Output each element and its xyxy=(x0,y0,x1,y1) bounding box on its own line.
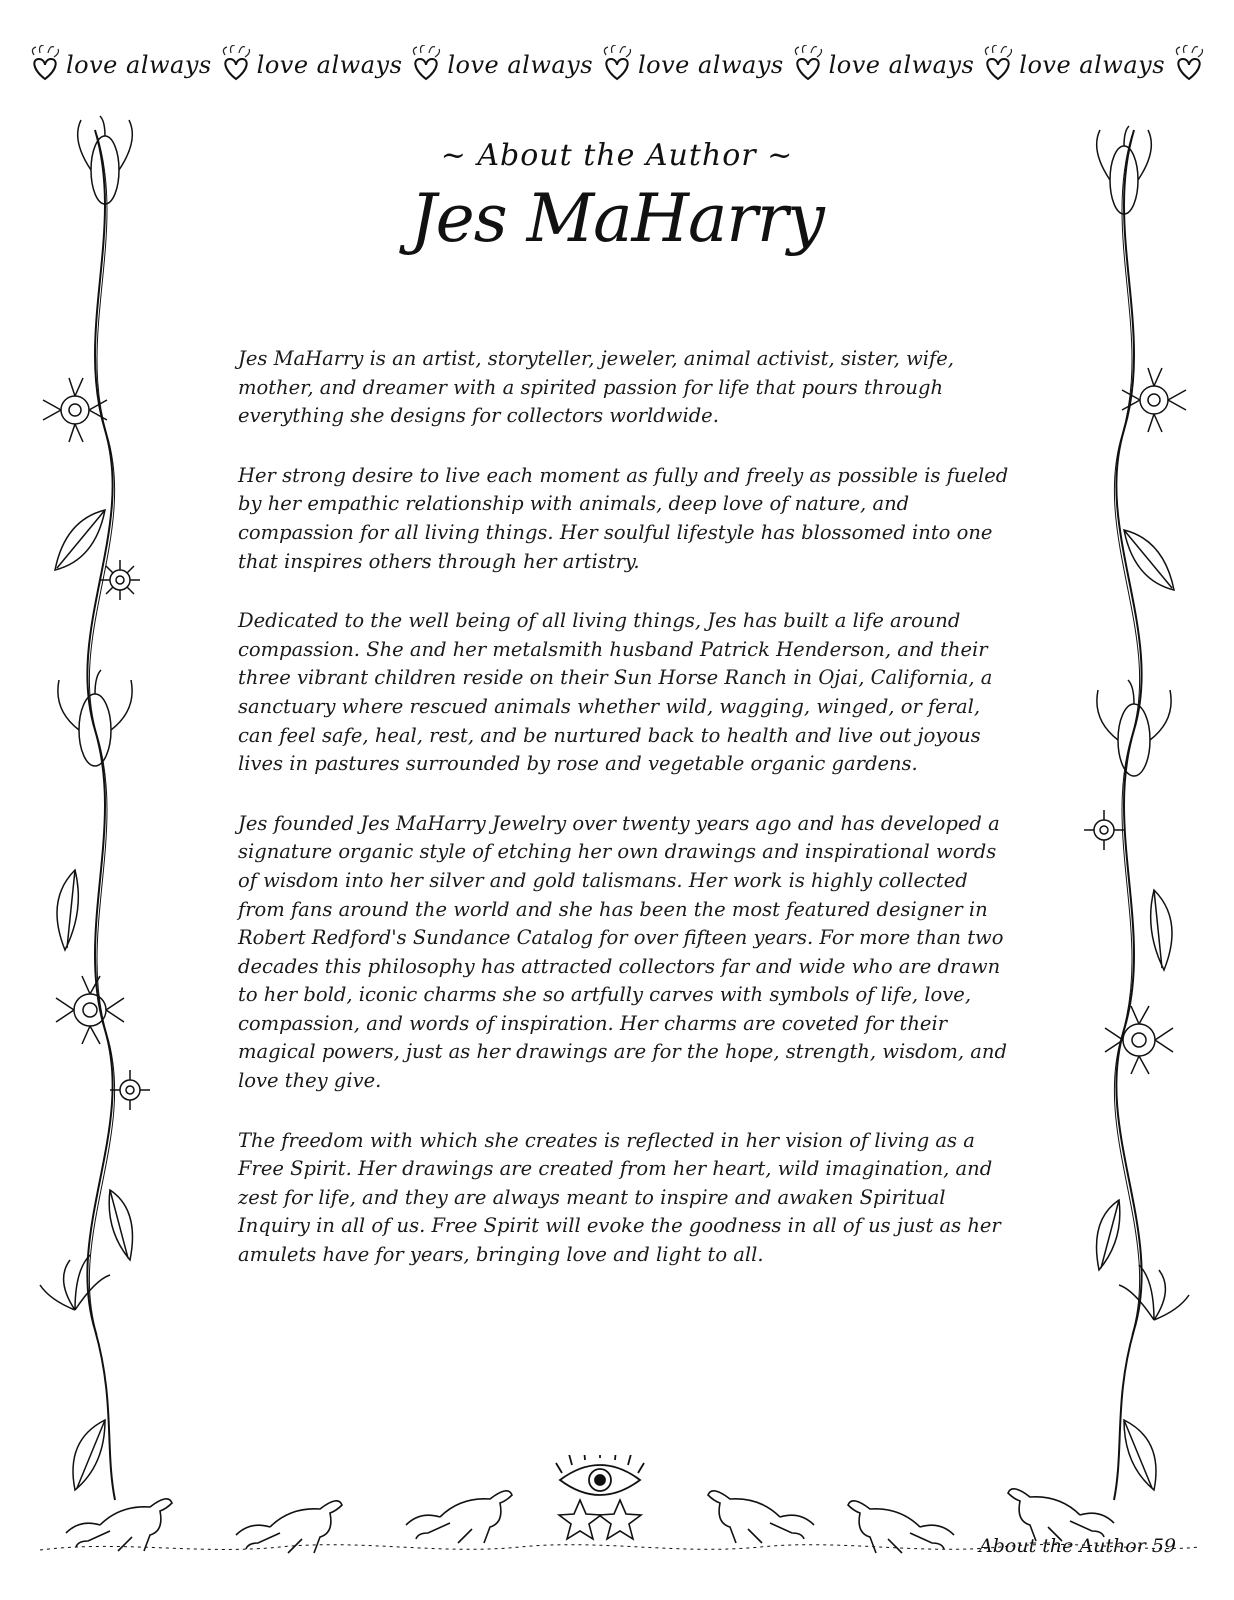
flower-icon xyxy=(110,1070,150,1110)
border-motif xyxy=(30,45,212,85)
flower-icon xyxy=(1119,1265,1189,1320)
paragraph: Dedicated to the well being of all living things, Jes has built a life around compassion. She and her metalsmith husband Patrick Henderson, and their three vibrant children reside on their Sun Horse Ranch in Ojai, California, a sanctuary where rescued animals whether wild, wagging, winged, or feral, can feel safe, heal, rest, and be nurtured back to health and live out joyous lives in pastures surrounded by rose and vegetable organic gardens. xyxy=(238,609,993,776)
paragraph: Jes founded Jes MaHarry Jewelry over twenty years ago and has developed a signature organic style of etching her own drawings and inspirational words of wisdom into her silver and gold talismans. Her work is highly collected from fans around the world and she has been the most featured designer in Robert Redford's Sundance Catalog for over fifteen years. For more than two decades this philosophy has attracted collectors far and wide who are drawn to her bold, iconic charms she so artfully carves with symbols of life, love, compassion, and words of inspiration. Her charms are coveted for their magical powers, just as her drawings are for the hope, strength, wisdom, and love they give. xyxy=(238,811,1007,1093)
leaf-icon xyxy=(55,510,105,570)
flower-icon xyxy=(1084,810,1124,850)
leaf-icon xyxy=(1151,890,1172,970)
heart-icon xyxy=(221,45,251,85)
page-footer: About the Author 59 xyxy=(979,1535,1176,1557)
heart-icon xyxy=(983,45,1013,85)
heart-icon xyxy=(411,45,441,85)
horse-icon xyxy=(236,1501,342,1553)
heart-icon xyxy=(793,45,823,85)
paragraph: Her strong desire to live each moment as fully and freely as possible is fueled by her empathic relationship with animals, deep love of nature, and compassion for all living things. Her soulful lifestyle has blossomed into one that inspires others through her artistry. xyxy=(238,463,1009,573)
horse-icon xyxy=(66,1499,172,1551)
border-motif xyxy=(411,45,593,85)
top-border xyxy=(30,30,1204,100)
horse-icon xyxy=(708,1491,814,1543)
motto-text: love always xyxy=(66,51,212,79)
paragraph: The freedom with which she creates is reflected in her vision of living as a Free Spirit. Her drawings are created from her heart, wild imagination, and zest for life, and they are always meant to inspire and awaken Spiritual Inquiry in all of us. Free Spirit will evoke the goodness in all of us just as her amulets have for years, bringing love and light to all. xyxy=(238,1128,1001,1267)
horse-icon xyxy=(848,1501,954,1553)
motto-text: love always xyxy=(447,51,594,79)
motto-text: love always xyxy=(1019,51,1166,79)
paragraph: Jes MaHarry is an artist, storyteller, jeweler, animal activist, sister, wife, mother, and dreamer with a spirited passion for life that pours through everything she designs for collectors worldwide. xyxy=(238,347,954,428)
body-text xyxy=(238,345,1018,1301)
border-motif xyxy=(602,45,784,85)
eye-icon xyxy=(556,1455,644,1495)
floral-vine-right xyxy=(1074,110,1194,1510)
heart-icon xyxy=(30,45,60,85)
page-title: ~ About the Author ~ xyxy=(440,138,794,173)
leaf-icon xyxy=(109,1190,132,1260)
floral-vine-left xyxy=(35,110,155,1510)
motto-text: love always xyxy=(828,51,975,79)
border-motif xyxy=(221,45,403,85)
border-motif xyxy=(983,45,1165,85)
motto-text: love always xyxy=(256,51,403,79)
leaf-icon xyxy=(57,870,78,950)
flower-icon xyxy=(100,560,140,600)
flower-icon xyxy=(40,1255,110,1310)
horse-icon xyxy=(1008,1489,1114,1541)
leaf-icon xyxy=(1124,530,1174,590)
star-icon xyxy=(559,1500,641,1539)
border-motif xyxy=(793,45,975,85)
motto-text: love always xyxy=(637,51,784,79)
flower-icon xyxy=(56,976,124,1044)
heart-icon xyxy=(1174,45,1204,85)
author-signature: Jes MaHarry xyxy=(410,180,824,257)
heart-icon xyxy=(602,45,632,85)
flower-icon xyxy=(58,670,132,766)
horse-icon xyxy=(406,1491,512,1543)
flower-icon xyxy=(1105,1006,1173,1074)
leaf-icon xyxy=(1097,1200,1120,1270)
